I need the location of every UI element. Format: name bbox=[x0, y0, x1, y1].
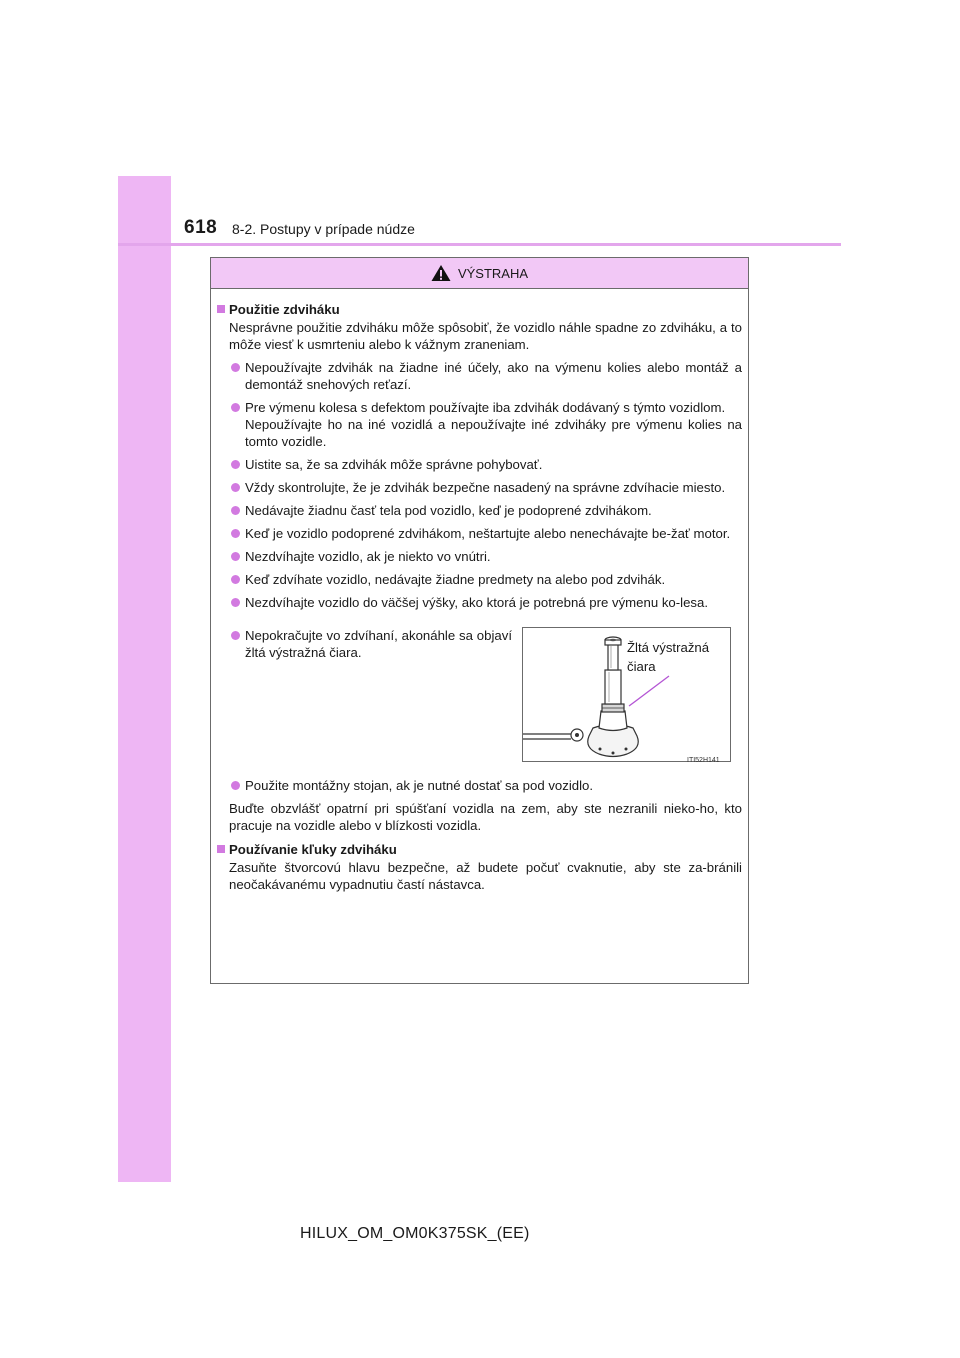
bullet-dot-icon bbox=[231, 529, 240, 538]
document-code: HILUX_OM_OM0K375SK_(EE) bbox=[300, 1225, 530, 1242]
subheading-jack-use: Použitie zdviháku bbox=[217, 301, 742, 318]
list-item: Nezdvíhajte vozidlo, ak je niekto vo vnútri. bbox=[217, 548, 742, 565]
list-item: Nedávajte žiadnu časť tela pod vozidlo, keď je podoprené zdvihákom. bbox=[217, 502, 742, 519]
list-item: Nepokračujte vo zdvíhaní, akonáhle sa objaví žltá výstražná čiara. bbox=[217, 627, 512, 661]
bullet-dot-icon bbox=[231, 598, 240, 607]
list-item: Keď je vozidlo podoprené zdvihákom, neštartujte alebo nenechávajte be-žať motor. bbox=[217, 525, 742, 542]
warning-header bbox=[211, 258, 748, 289]
warning-body bbox=[211, 289, 748, 893]
bullet-text-extra: Nepoužívajte ho na iné vozidlá a nepoužívajte iné zdviháky pre výmenu kolies na tomto vozidle. bbox=[245, 417, 742, 449]
subheading-jack-handle: Používanie kľuky zdviháku bbox=[217, 841, 742, 858]
list-item bbox=[217, 399, 742, 450]
closing-paragraph: Buďte obzvlášť opatrní pri spúšťaní vozidla na zem, aby ste nezranili nieko-ho, kto pracuje na vozidle alebo v blízkosti vozidla. bbox=[229, 801, 742, 833]
square-bullet-icon bbox=[217, 845, 225, 853]
list-item: Nepoužívajte zdvihák na žiadne iné účely, ako na výmenu kolies alebo montáž a demontáž snehových reťazí. bbox=[217, 359, 742, 393]
bullet-dot-icon bbox=[231, 506, 240, 515]
intro-paragraph: Nesprávne použitie zdviháku môže spôsobiť, že vozidlo náhle spadne zo zdviháku, a to môže viesť k usmrteniu alebo k vážnym zraneniam. bbox=[229, 320, 742, 352]
figure-code: ITI52H141 bbox=[687, 757, 720, 764]
list-item: Keď zdvíhate vozidlo, nedávajte žiadne predmety na alebo pod zdvihák. bbox=[217, 571, 742, 588]
page-number: 618 bbox=[184, 217, 218, 238]
warning-line-label: Žltá výstražná čiara bbox=[627, 640, 710, 674]
square-bullet-icon bbox=[217, 305, 225, 313]
warning-box bbox=[210, 257, 749, 984]
list-item: Uistite sa, že sa zdvihák môže správne pohybovať. bbox=[217, 456, 742, 473]
bullet-text-main: Pre výmenu kolesa s defektom používajte iba zdvihák dodávaný s týmto vozidlom. bbox=[245, 400, 726, 415]
bullet-dot-icon bbox=[231, 403, 240, 412]
list-item: Nezdvíhajte vozidlo do väčšej výšky, ako ktorá je potrebná pre výmenu ko-lesa. bbox=[217, 594, 742, 611]
bullet-dot-icon bbox=[231, 781, 240, 790]
header-rule bbox=[118, 243, 841, 246]
bullet-dot-icon bbox=[231, 631, 240, 640]
figure-row bbox=[217, 627, 742, 762]
chapter-side-tab bbox=[118, 176, 171, 1182]
bullet-dot-icon bbox=[231, 575, 240, 584]
jack-illustration bbox=[522, 627, 731, 762]
bullet-dot-icon bbox=[231, 552, 240, 561]
list-item: Použite montážny stojan, ak je nutné dostať sa pod vozidlo. bbox=[217, 777, 742, 794]
list-item: Vždy skontrolujte, že je zdvihák bezpečne nasadený na správne zdvíhacie miesto. bbox=[217, 479, 742, 496]
warning-triangle-icon bbox=[431, 264, 451, 282]
bullet-dot-icon bbox=[231, 363, 240, 372]
bullet-dot-icon bbox=[231, 460, 240, 469]
warning-title: VÝSTRAHA bbox=[457, 265, 529, 281]
bullet-dot-icon bbox=[231, 483, 240, 492]
handle-paragraph: Zasuňte štvorcovú hlavu bezpečne, až budete počuť cvaknutie, aby ste za-bránili neočakávanému vypadnutiu častí nástavca. bbox=[229, 860, 742, 892]
section-title: 8-2. Postupy v prípade núdze bbox=[232, 221, 415, 237]
